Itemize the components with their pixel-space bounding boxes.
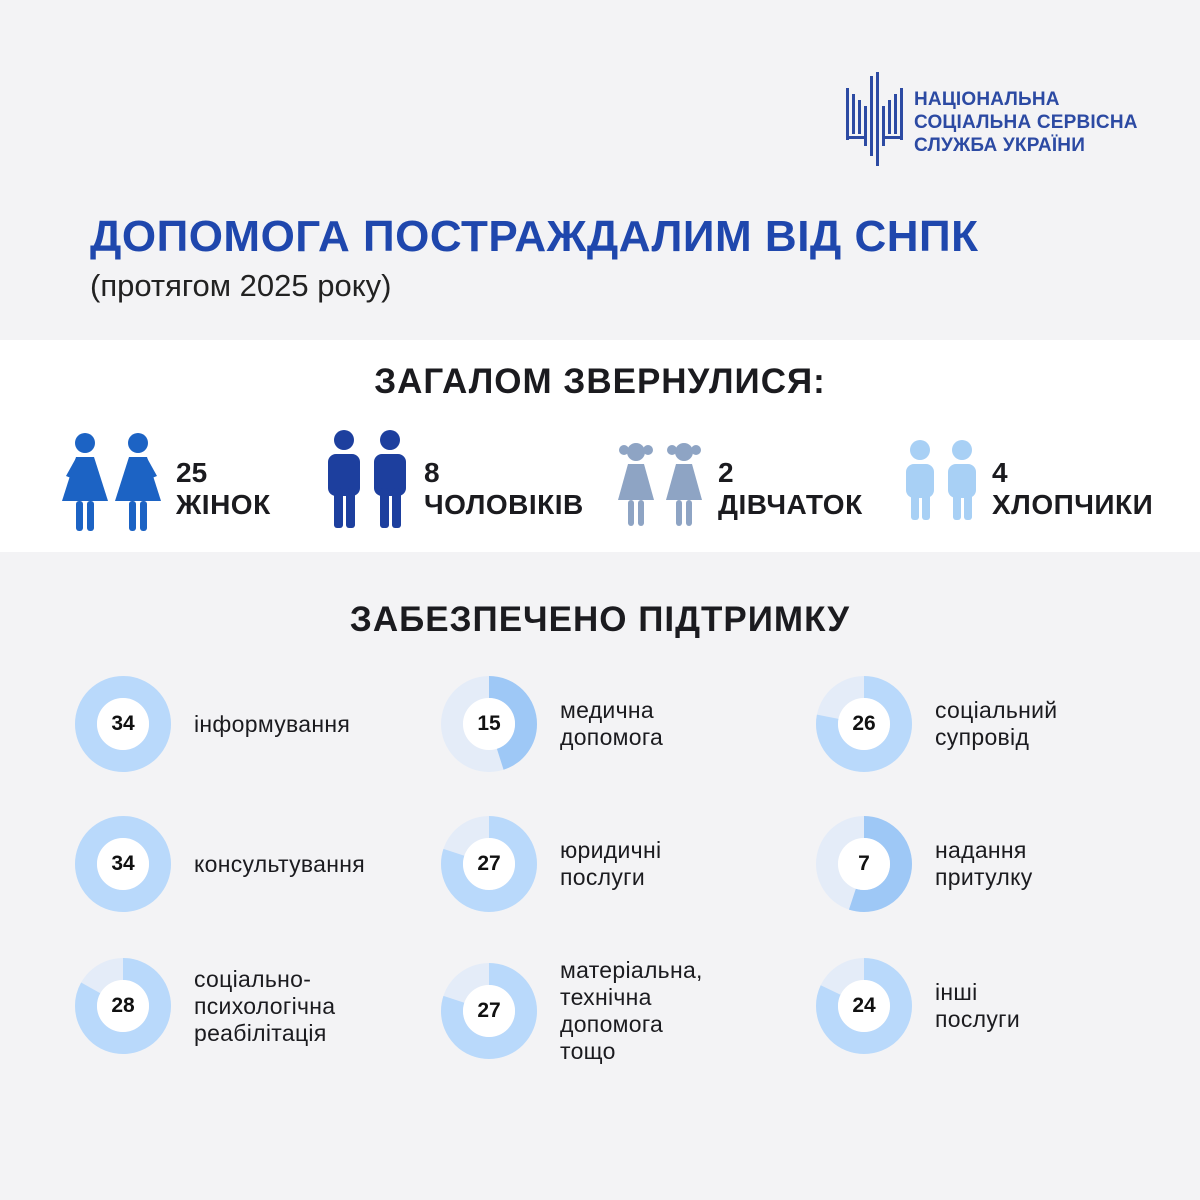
support-item-label: консультування <box>194 850 366 877</box>
support-item <box>440 957 703 1065</box>
support-donut <box>815 675 913 773</box>
donut-value: 34 <box>111 712 135 735</box>
support-title: ЗАБЕЗПЕЧЕНО ПІДТРИМКУ <box>349 600 851 639</box>
people-row <box>0 430 1200 540</box>
support-item <box>815 815 1033 913</box>
logo-text <box>914 88 1138 157</box>
logo <box>844 70 1138 170</box>
girls-label: ДІВЧАТОК <box>718 489 863 520</box>
group-men <box>322 430 584 540</box>
donut-value: 26 <box>852 712 876 735</box>
support-item <box>440 815 661 913</box>
group-women <box>58 430 271 540</box>
logo-line: СОЦІАЛЬНА СЕРВІСНА <box>914 112 1138 133</box>
support-item-label: медична допомога <box>560 697 664 750</box>
support-item-label: соціальний супровід <box>935 697 1058 750</box>
logo-line: СЛУЖБА УКРАЇНИ <box>914 135 1086 156</box>
donut-value: 24 <box>852 994 876 1017</box>
support-donut <box>440 675 538 773</box>
men-count: 8 <box>424 457 440 488</box>
donut-value: 34 <box>111 852 135 875</box>
support-donut <box>74 957 172 1055</box>
support-item <box>74 957 335 1055</box>
group-boys <box>900 430 1153 540</box>
support-donut <box>74 675 172 773</box>
donut-value: 7 <box>858 852 870 875</box>
boys-icon <box>900 430 982 540</box>
girls-icon <box>612 430 708 540</box>
support-donut <box>815 815 913 913</box>
support-item-label: соціально- психологічна реабілітація <box>194 965 336 1046</box>
men-icon <box>322 430 414 540</box>
support-donut <box>440 815 538 913</box>
totals-title: ЗАГАЛОМ ЗВЕРНУЛИСЯ: <box>374 362 826 401</box>
support-donut <box>440 962 538 1060</box>
support-item-label: матеріальна, технічна допомога тощо <box>560 957 703 1064</box>
support-donut <box>74 815 172 913</box>
boys-count: 4 <box>992 457 1008 488</box>
support-item-label: інші послуги <box>935 979 1021 1032</box>
donut-value: 27 <box>477 852 501 875</box>
page-title: ДОПОМОГА ПОСТРАЖДАЛИМ ВІД СНПК <box>90 212 979 261</box>
women-icon <box>58 430 166 540</box>
support-item <box>440 675 663 773</box>
support-item <box>74 675 350 773</box>
men-label: ЧОЛОВІКІВ <box>424 489 584 520</box>
support-item-label: інформування <box>194 710 351 737</box>
support-item <box>815 675 1057 773</box>
trident-icon <box>844 70 904 170</box>
logo-line: НАЦІОНАЛЬНА <box>914 89 1060 110</box>
girls-count: 2 <box>718 457 734 488</box>
support-item-label: юридичні послуги <box>560 837 662 890</box>
donut-value: 15 <box>477 712 501 735</box>
boys-label: ХЛОПЧИКИ <box>992 489 1154 520</box>
women-label: ЖІНОК <box>176 489 271 520</box>
group-girls <box>612 430 863 540</box>
support-item <box>74 815 365 913</box>
donut-value: 27 <box>477 999 501 1022</box>
donut-value: 28 <box>111 994 135 1017</box>
page-subtitle: (протягом 2025 року) <box>90 268 392 303</box>
support-donut <box>815 957 913 1055</box>
support-item-label: надання притулку <box>935 837 1033 890</box>
support-item <box>815 957 1020 1055</box>
women-count: 25 <box>176 457 208 488</box>
